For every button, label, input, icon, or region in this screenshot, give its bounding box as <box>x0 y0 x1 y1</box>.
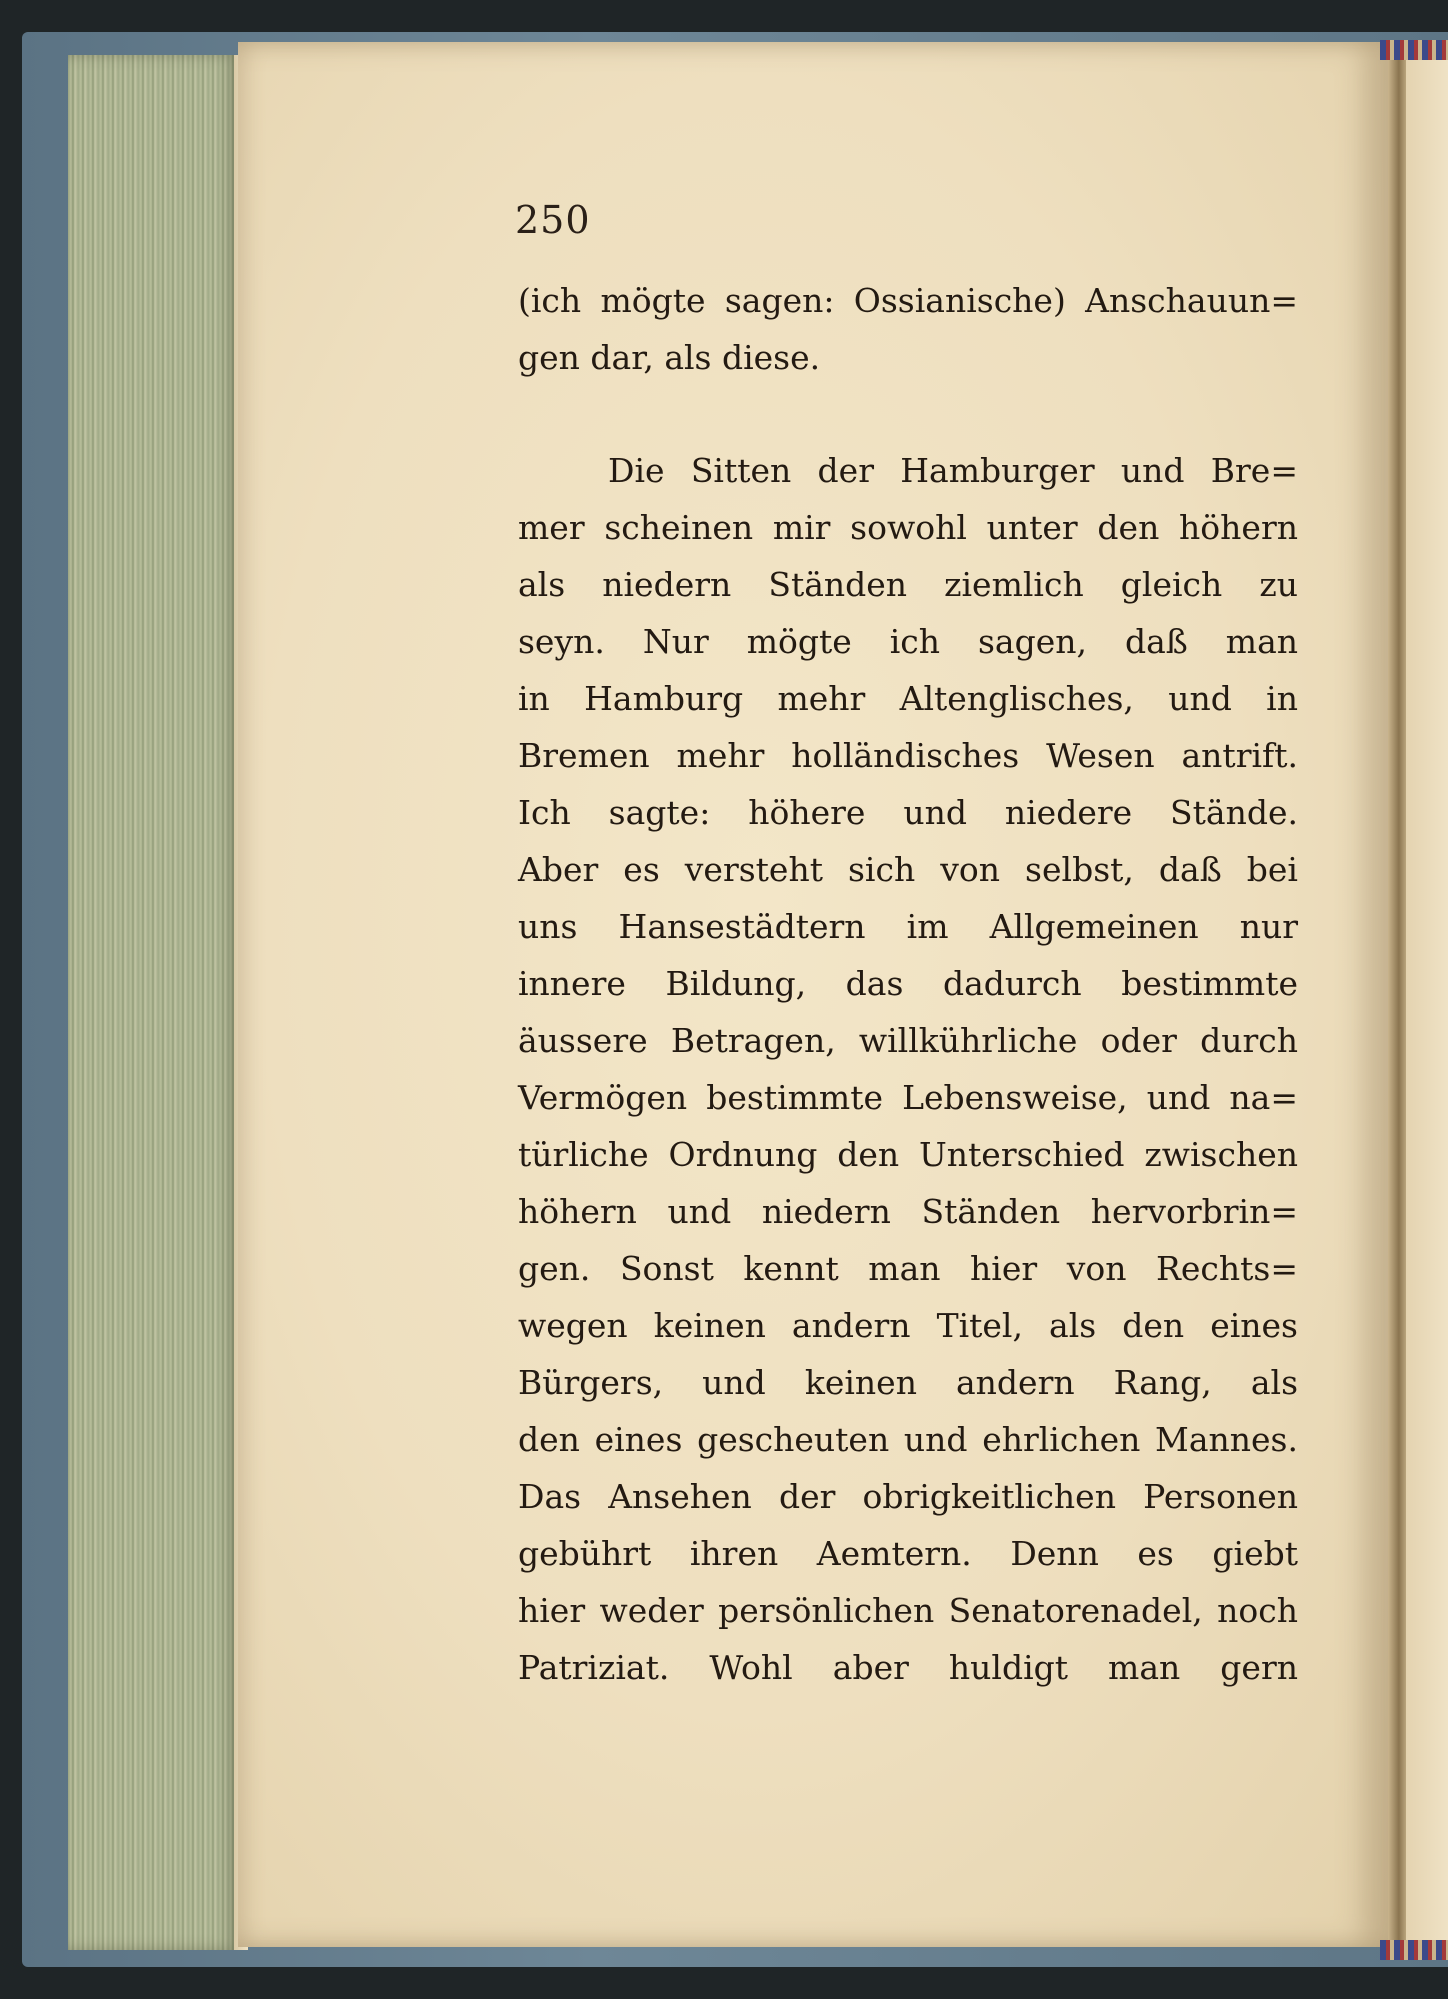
headband-top <box>1380 40 1448 60</box>
text-line: Ich sagte: höhere und niedere Stände. <box>518 793 1298 832</box>
text-line: höhern und niedern Ständen hervorbrin= <box>518 1192 1298 1231</box>
paragraph-2 <box>518 442 1298 1696</box>
text-line: gen dar, als diese. <box>518 338 821 377</box>
text-line: Patriziat. Wohl aber huldigt man gern <box>518 1648 1298 1687</box>
text-line: mer scheinen mir sowohl unter den höhern <box>518 508 1298 547</box>
text-line: äussere Betragen, willkührliche oder durch <box>518 1021 1298 1060</box>
text-line: türliche Ordnung den Unterschied zwischen <box>518 1135 1298 1174</box>
paragraph-gap <box>518 386 1298 442</box>
text-line: innere Bildung, das dadurch bestimmte <box>518 964 1298 1003</box>
text-line: Die Sitten der Hamburger und Bre= <box>608 451 1298 490</box>
text-line: gebührt ihren Aemtern. Denn es giebt <box>518 1534 1298 1573</box>
text-line: als niedern Ständen ziemlich gleich zu <box>518 565 1298 604</box>
text-line: Bürgers, und keinen andern Rang, als <box>518 1363 1298 1402</box>
text-line: Das Ansehen der obrigkeitlichen Personen <box>518 1477 1298 1516</box>
facing-page-edge <box>1406 60 1448 1950</box>
text-line: Bremen mehr holländisches Wesen antrift. <box>518 736 1298 775</box>
page-text <box>518 272 1298 1696</box>
text-line: den eines gescheuten und ehrlichen Mannes. <box>518 1420 1298 1459</box>
text-line: Vermögen bestimmte Lebensweise, und na= <box>518 1078 1298 1117</box>
paragraph-1 <box>518 272 1298 386</box>
text-line: seyn. Nur mögte ich sagen, daß man <box>518 622 1298 661</box>
text-line: uns Hansestädtern im Allgemeinen nur <box>518 907 1298 946</box>
page-edges <box>68 55 238 1950</box>
text-line: hier weder persönlichen Senatorenadel, noch <box>518 1591 1298 1630</box>
text-line: (ich mögte sagen: Ossianische) Anschauun= <box>518 281 1298 320</box>
text-line: Aber es versteht sich von selbst, daß bei <box>518 850 1298 889</box>
text-line: gen. Sonst kennt man hier von Rechts= <box>518 1249 1298 1288</box>
page-number: 250 <box>515 198 591 242</box>
text-line: wegen keinen andern Titel, als den eines <box>518 1306 1298 1345</box>
text-line: in Hamburg mehr Altenglisches, und in <box>518 679 1298 718</box>
book-gutter <box>1388 42 1406 1947</box>
headband-bottom <box>1380 1940 1448 1960</box>
